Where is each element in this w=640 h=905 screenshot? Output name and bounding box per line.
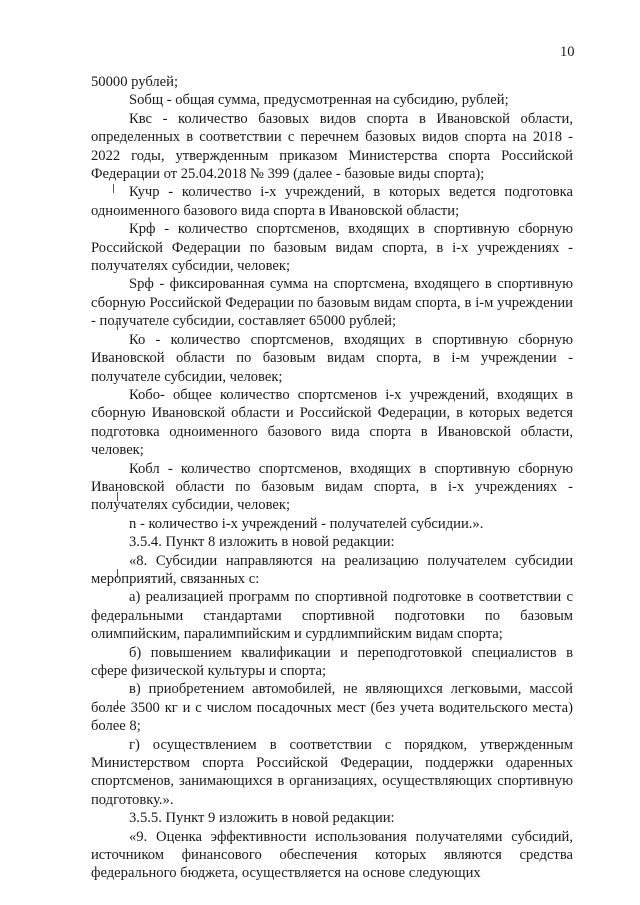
paragraph-13: а) реализацией программ по спортивной подготовке в соответствии с федеральными стандартами спортивной подготовки по базовым олимпийским, паралимпийским и сурдлимпийским видам спорта; bbox=[91, 589, 573, 643]
paragraph-6: Sрф - фиксированная сумма на спортсмена, входящего в спортивную сборную Российской Федерации по базовым видам спорта, в i-м учреждении - получателе субсидии, составляет 65000 рублей; bbox=[91, 276, 573, 330]
paragraph-12: «8. Субсидии направляются на реализацию получателем субсидии мероприятий, связанных с: bbox=[91, 552, 573, 587]
page-number: 10 bbox=[560, 44, 575, 60]
paragraph-2: Sобщ - общая сумма, предусмотренная на субсидию, рублей; bbox=[129, 92, 509, 109]
paragraph-3: Квс - количество базовых видов спорта в Ивановской области, определенных в соответствии с перечнем базовых видов спорта на 2018 - 2022 годы, утвержденным приказом Министерства спорта Российской Федерации от 25.04.2018 № 399 (далее - базовые виды спорта); bbox=[91, 110, 573, 183]
paragraph-18: «9. Оценка эффективности использования получателями субсидий, источником финансового обеспечения которых являются средства федерального бюджета, осуществляется на основе следующих bbox=[91, 828, 573, 882]
document-body bbox=[91, 73, 573, 883]
paragraph-8: Кобо- общее количество спортсменов i-х учреждений, входящих в сборную Ивановской области и Российской Федерации, в которых ведется подготовка одноименного базового вида спорта в Ивановской области, человек; bbox=[91, 386, 573, 459]
paragraph-11: 3.5.4. Пункт 8 изложить в новой редакции: bbox=[129, 534, 395, 551]
paragraph-10: n - количество i-х учреждений - получателей субсидии.». bbox=[129, 515, 484, 532]
paragraph-14: б) повышением квалификации и переподготовкой специалистов в сфере физической культуры и спорта; bbox=[91, 644, 573, 679]
paragraph-17: 3.5.5. Пункт 9 изложить в новой редакции: bbox=[129, 810, 395, 827]
paragraph-15: в) приобретением автомобилей, не являющихся легковыми, массой более 3500 кг и с числом посадочных мест (без учета водительского места) более 8; bbox=[91, 681, 573, 735]
paragraph-16: г) осуществлением в соответствии с порядком, утвержденным Министерством спорта Российской Федерации, поддержки одаренных спортсменов, занимающихся в организациях, осуществляющих спортивную подготовку.». bbox=[91, 736, 573, 808]
paragraph-9: Кобл - количество спортсменов, входящих в спортивную сборную Ивановской области по базовым видам спорта, в i-х учреждениях - получателях субсидии, человек; bbox=[91, 460, 573, 514]
paragraph-7: Ко - количество спортсменов, входящих в спортивную сборную Ивановской области по базовым видам спорта, в i-м учреждении - получателе субсидии, человек; bbox=[91, 331, 573, 385]
paragraph-5: Крф - количество спортсменов, входящих в спортивную сборную Российской Федерации по базовым видам спорта, в i-х учреждениях - получателях субсидии, человек; bbox=[91, 221, 573, 275]
paragraph-4: Кучр - количество i-х учреждений, в которых ведется подготовка одноименного базового вида спорта в Ивановской области; bbox=[91, 184, 573, 219]
paragraph-1: 50000 рублей; bbox=[91, 74, 179, 90]
